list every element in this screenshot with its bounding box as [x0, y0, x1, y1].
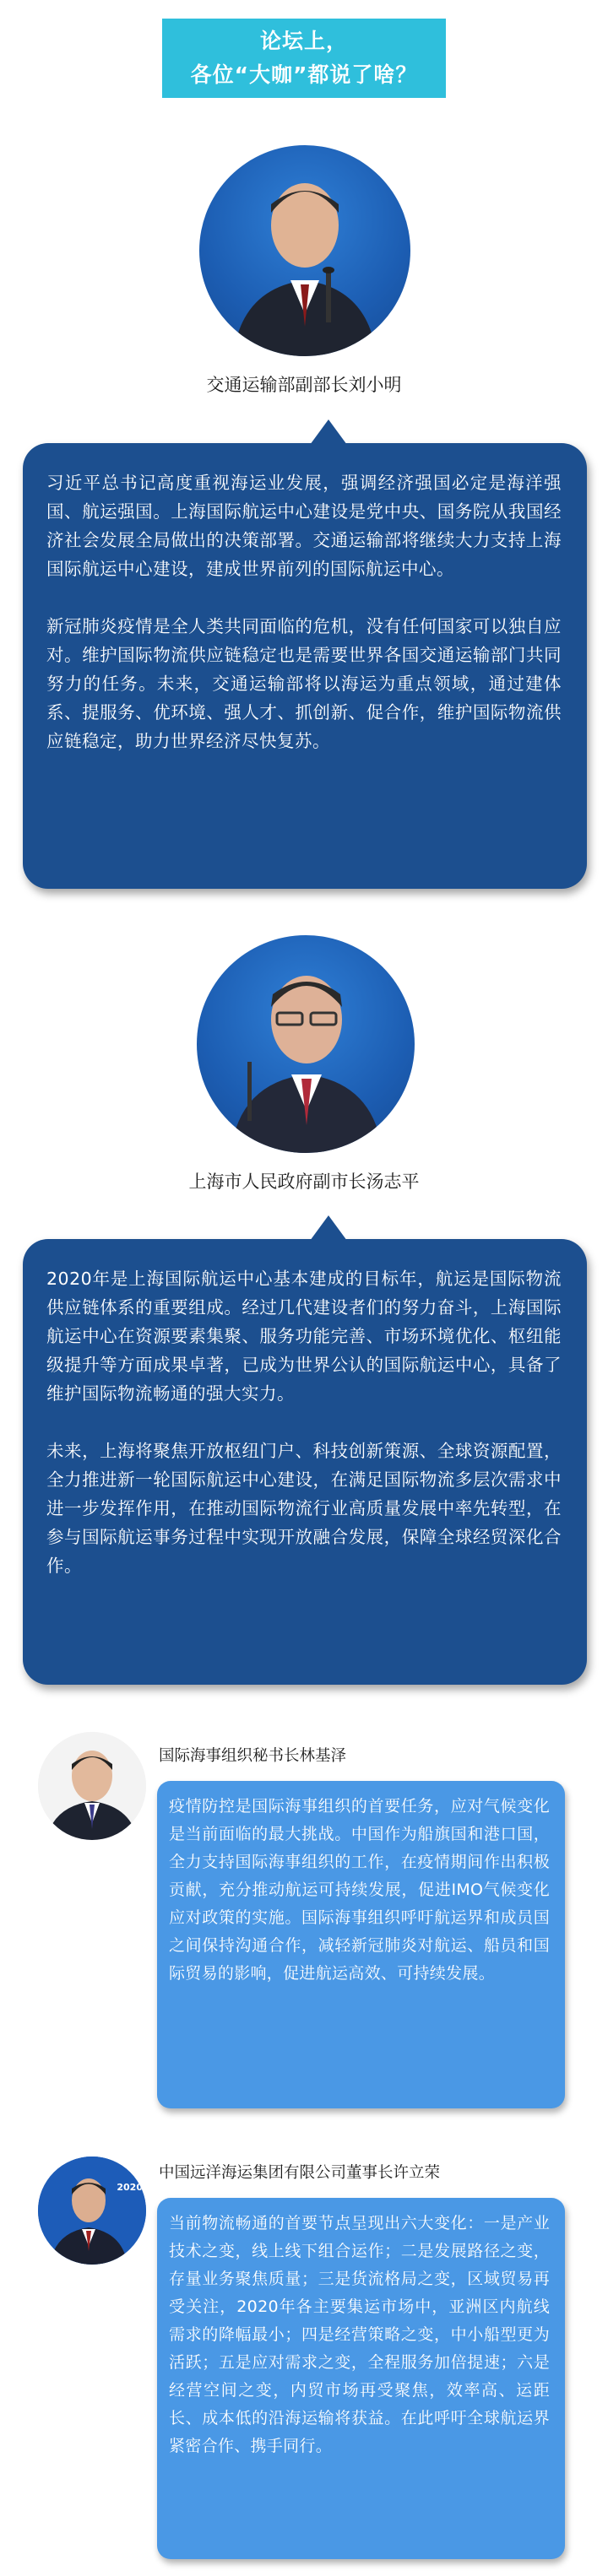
speaker-2-photo: [197, 935, 415, 1153]
speaker-4-name: 中国远洋海运集团有限公司董事长许立荣: [159, 2164, 441, 2182]
title-line-2: 各位“大咖”都说了啥？: [190, 62, 418, 87]
speaker-1-portrait-illustration: [199, 145, 410, 356]
speaker-4-photo: [38, 2157, 146, 2265]
speaker-2-paragraph-2: 未来，上海将聚焦开放枢纽门户、科技创新策源、全球资源配置，全力推进新一轮国际航运中心建设，在满足国际物流多层次需求中进一步发挥作用，在推动国际物流行业高质量发展中率先转型，在参与国际航运事务过程中实现开放融合发展，保障全球经贸深化合作。: [46, 1441, 562, 1576]
speaker-3-photo: [38, 1732, 146, 1840]
speaker-3-name: 国际海事组织秘书长林基泽: [159, 1747, 347, 1765]
speaker-2-name: 上海市人民政府副市长汤志平: [188, 1172, 420, 1192]
speaker-1-paragraph-1: 习近平总书记高度重视海运业发展，强调经济强国必定是海洋强国、航运强国。上海国际航运中心建设是党中央、国务院从我国经济社会发展全局做出的决策部署。交通运输部将继续大力支持上海国际航运中心建设，建成世界前列的国际航运中心。: [46, 473, 562, 579]
speaker-2-quote: [23, 1239, 587, 1685]
speaker-2-portrait-illustration: [197, 935, 415, 1153]
speaker-4-portrait-illustration: [38, 2157, 146, 2265]
speaker-1-quote: [23, 443, 587, 889]
speaker-3-portrait-illustration: [38, 1732, 146, 1840]
title-line-1: 论坛上，: [259, 29, 348, 53]
speaker-4-quote: 当前物流畅通的首要节点呈现出六大变化：一是产业技术之变，线上线下组合运作；二是发展路径之变，存量业务聚焦质量；三是货流格局之变，区域贸易再受关注，2020年各主要集运市场中，亚洲区内航线需求的降幅最小；四是经营策略之变，中小船型更为活跃；五是应对需求之变，全程服务加倍提速；六是经营空间之变，内贸市场再受聚焦，效率高、运距长、成本低的沿海运输将获益。在此呼吁全球航运界紧密合作、携手同行。: [157, 2198, 565, 2559]
speaker-3-quote: 疫情防控是国际海事组织的首要任务，应对气候变化是当前面临的最大挑战。中国作为船旗国和港口国，全力支持国际海事组织的工作，在疫情期间作出积极贡献，充分推动航运可持续发展，促进IMO气候变化应对政策的实施。国际海事组织呼吁航运界和成员国之间保持沟通合作，减轻新冠肺炎对航运、船员和国际贸易的影响，促进航运高效、可持续发展。: [157, 1781, 565, 2108]
speaker-2-paragraph-1: 2020年是上海国际航运中心基本建成的目标年，航运是国际物流供应链体系的重要组成。经过几代建设者们的努力奋斗，上海国际航运中心在资源要素集聚、服务功能完善、市场环境优化、枢纽能级提升等方面成果卓著，已成为世界公认的国际航运中心，具备了维护国际物流畅通的强大实力。: [46, 1269, 562, 1404]
speaker-4-photo-badge: 2020: [117, 2182, 143, 2193]
speaker-1-paragraph-2: 新冠肺炎疫情是全人类共同面临的危机，没有任何国家可以独自应对。维护国际物流供应链稳定也是需要世界各国交通运输部门共同努力的任务。未来，交通运输部将以海运为重点领域，通过建体系、提服务、优环境、强人才、抓创新、促合作，维护国际物流供应链稳定，助力世界经济尽快复苏。: [46, 616, 562, 751]
section-title: [162, 19, 446, 98]
speaker-1-name: 交通运输部副部长刘小明: [206, 375, 402, 395]
speaker-1-photo: [199, 145, 410, 356]
